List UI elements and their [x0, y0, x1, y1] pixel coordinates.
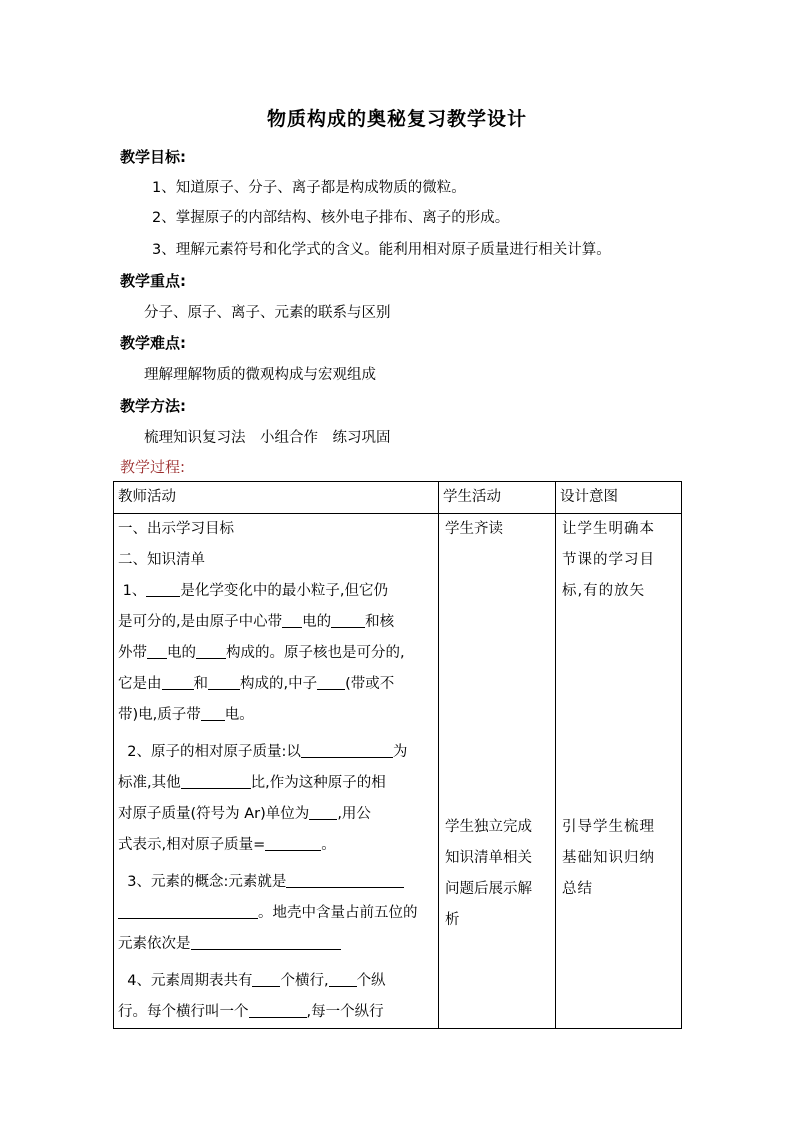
teacher-line-2: 二、知识清单	[118, 552, 205, 568]
goal-item-1: 1、知道原子、分子、离子都是构成物质的微粒。	[152, 180, 466, 196]
student-activity-2: 学生独立完成 知识清单相关 问题后展示解 析	[445, 819, 532, 928]
design-intent-1: 让学生明确本 节课的学习目 标,有的放矢	[562, 521, 655, 599]
teacher-activity-cell	[114, 514, 439, 1029]
methods-heading: 教学方法:	[120, 397, 186, 415]
teaching-process-table	[113, 481, 682, 1029]
header-design: 设计意图	[556, 482, 682, 514]
student-activity-cell	[439, 514, 556, 1029]
design-intent-2: 引导学生梳理 基础知识归纳 总结	[562, 819, 655, 897]
goal-item-2: 2、掌握原子的内部结构、核外电子排布、离子的形成。	[152, 210, 510, 226]
difficulties-heading: 教学难点:	[120, 334, 186, 352]
key-points-heading: 教学重点:	[120, 272, 186, 290]
question-2: 2、原子的相对原子质量:以 为 标准,其他 比,作为这种原子的相 对原子质量(符号为 Ar)单位为 ,用公 式表示,相对原子质量= 。	[118, 737, 434, 861]
goal-item-3: 3、理解元素符号和化学式的含义。能利用相对原子质量进行相关计算。	[152, 242, 611, 258]
process-heading: 教学过程:	[120, 458, 186, 476]
design-intent-cell	[556, 514, 682, 1029]
header-student: 学生活动	[439, 482, 556, 514]
difficulties-text: 理解理解物质的微观构成与宏观组成	[144, 367, 376, 383]
table-row	[114, 514, 682, 1029]
header-teacher: 教师活动	[114, 482, 439, 514]
table-header-row	[114, 482, 682, 514]
key-points-text: 分子、原子、离子、元素的联系与区别	[144, 305, 391, 321]
methods-text: 梳理知识复习法 小组合作 练习巩固	[144, 430, 391, 446]
goals-heading: 教学目标:	[120, 148, 186, 166]
teacher-line-1: 一、出示学习目标	[118, 521, 234, 537]
question-3: 3、元素的概念:元素就是 。地壳中含量占前五位的 元素依次是	[118, 867, 434, 960]
question-4: 4、元素周期表共有 个横行, 个纵 行。每个横行叫一个 ,每一个纵行	[118, 966, 434, 1028]
student-activity-1: 学生齐读	[445, 521, 503, 537]
page-title: 物质构成的奥秘复习教学设计	[266, 108, 527, 130]
question-1: 1、 是化学变化中的最小粒子,但它仍 是可分的,是由原子中心带 电的 和核 外带 电的 构成的。原子核也是可分的, 它是由 和 构成的,中子 (带或不 带)电,质子带 电。	[118, 576, 434, 731]
